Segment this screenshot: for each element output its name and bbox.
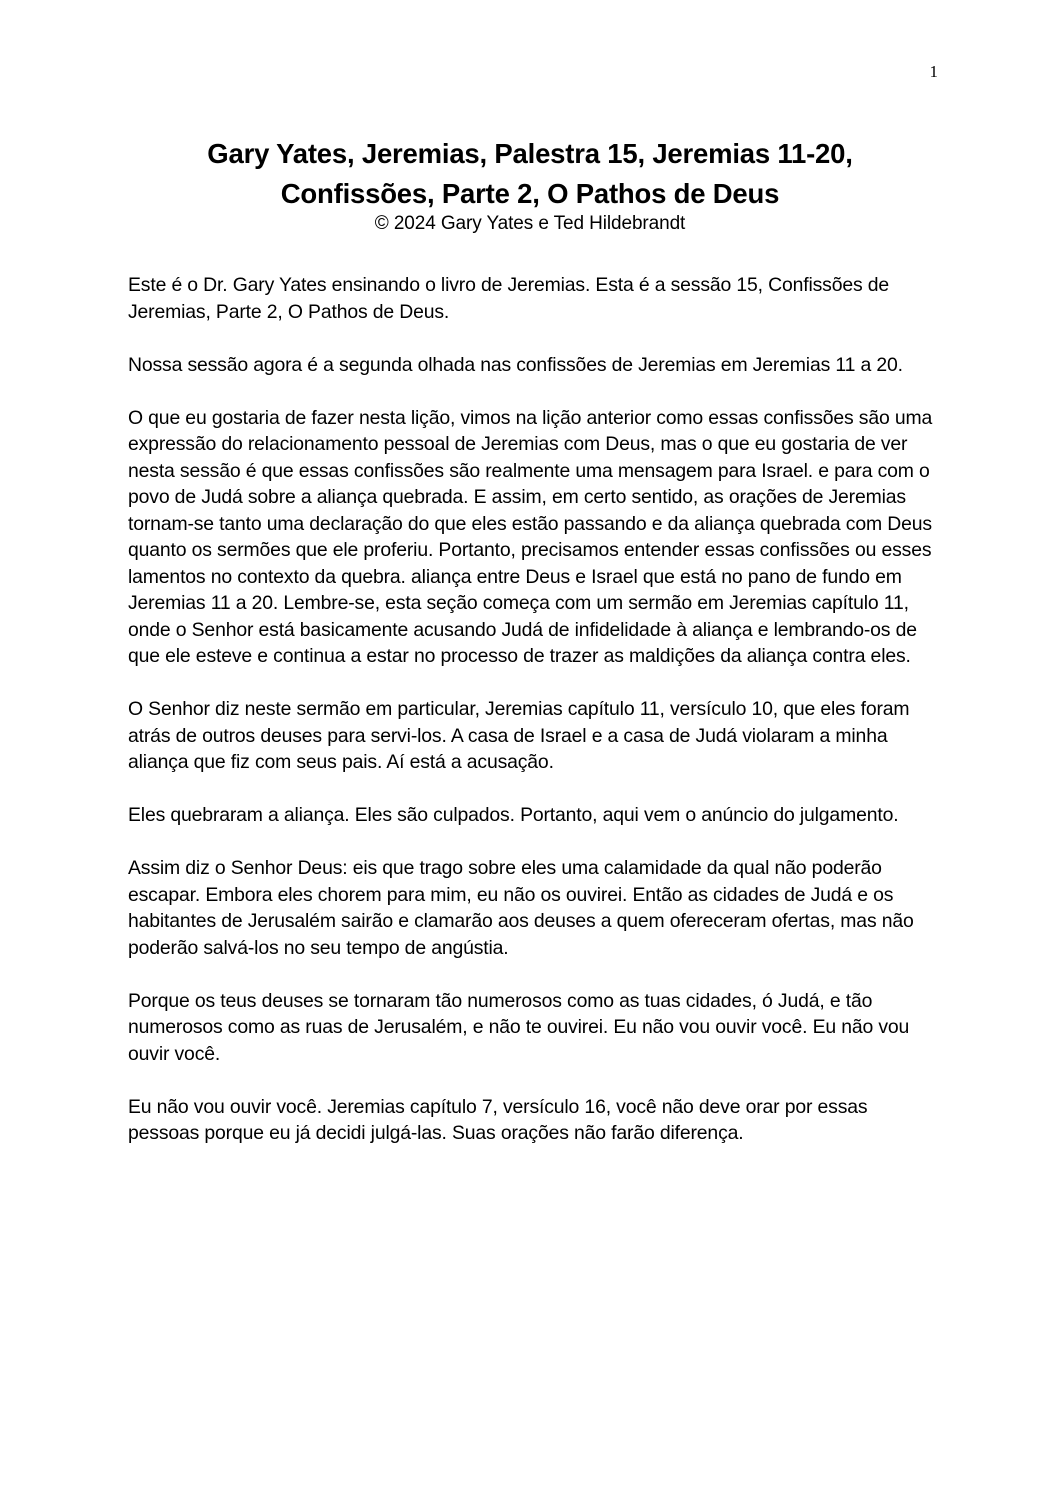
paragraph: O que eu gostaria de fazer nesta lição, vimos na lição anterior como essas confissões são uma expressão do relacionamento pessoal de Jeremias com Deus, mas o que eu gostaria de ver nesta sessão é que essas confissões são realmente uma mensagem para Israel. e para com o povo de Judá sobre a aliança quebrada. E assim, em certo sentido, as orações de Jeremias tornam-se tanto uma declaração do que eles estão passando e da aliança quebrada com Deus quanto os sermões que ele proferiu. Portanto, precisamos entender essas confissões ou esses lamentos no contexto da quebra. aliança entre Deus e Israel que está no pano de fundo em Jeremias 11 a 20. Lembre-se, esta seção começa com um sermão em Jeremias capítulo 11, onde o Senhor está basicamente acusando Judá de infidelidade à aliança e lembrando-os de que ele esteve e continua a estar no processo de trazer as maldições da aliança contra eles.: [128, 406, 933, 667]
copyright-notice: © 2024 Gary Yates e Ted Hildebrandt: [374, 213, 686, 234]
title-line-1: Gary Yates, Jeremias, Palestra 15, Jeremias 11-20,: [207, 138, 853, 169]
paragraph: Eu não vou ouvir você. Jeremias capítulo 7, versículo 16, você não deve orar por essas pessoas porque eu já decidi julgá-las. Suas orações não farão diferença.: [128, 1095, 868, 1144]
paragraph: Porque os teus deuses se tornaram tão numerosos como as tuas cidades, ó Judá, e tão numerosos como as ruas de Jerusalém, e não te ouvirei. Eu não vou ouvir você. Eu não vou ouvir você.: [128, 989, 910, 1065]
paragraph: Nossa sessão agora é a segunda olhada nas confissões de Jeremias em Jeremias 11 a 20.: [128, 353, 903, 376]
paragraph: Eles quebraram a aliança. Eles são culpados. Portanto, aqui vem o anúncio do julgamento.: [128, 804, 899, 826]
body-text: [128, 272, 933, 1173]
title-line-2: Confissões, Parte 2, O Pathos de Deus: [280, 178, 780, 209]
paragraph: Assim diz o Senhor Deus: eis que trago sobre eles uma calamidade da qual não poderão escapar. Embora eles chorem para mim, eu não os ouvirei. Então as cidades de Judá e os habitantes de Jerusalém sairão e clamarão aos deuses a quem ofereceram ofertas, mas não poderão salvá-los no seu tempo de angústia.: [128, 857, 914, 959]
page-number: 1: [929, 62, 938, 81]
title-block: [100, 134, 960, 238]
paragraph: Este é o Dr. Gary Yates ensinando o livro de Jeremias. Esta é a sessão 15, Confissões de Jeremias, Parte 2, O Pathos de Deus.: [128, 274, 890, 323]
paragraph: O Senhor diz neste sermão em particular, Jeremias capítulo 11, versículo 10, que eles foram atrás de outros deuses para servi-los. A casa de Israel e a casa de Judá violaram a minha aliança que fiz com seus pais. Aí está a acusação.: [128, 698, 910, 773]
